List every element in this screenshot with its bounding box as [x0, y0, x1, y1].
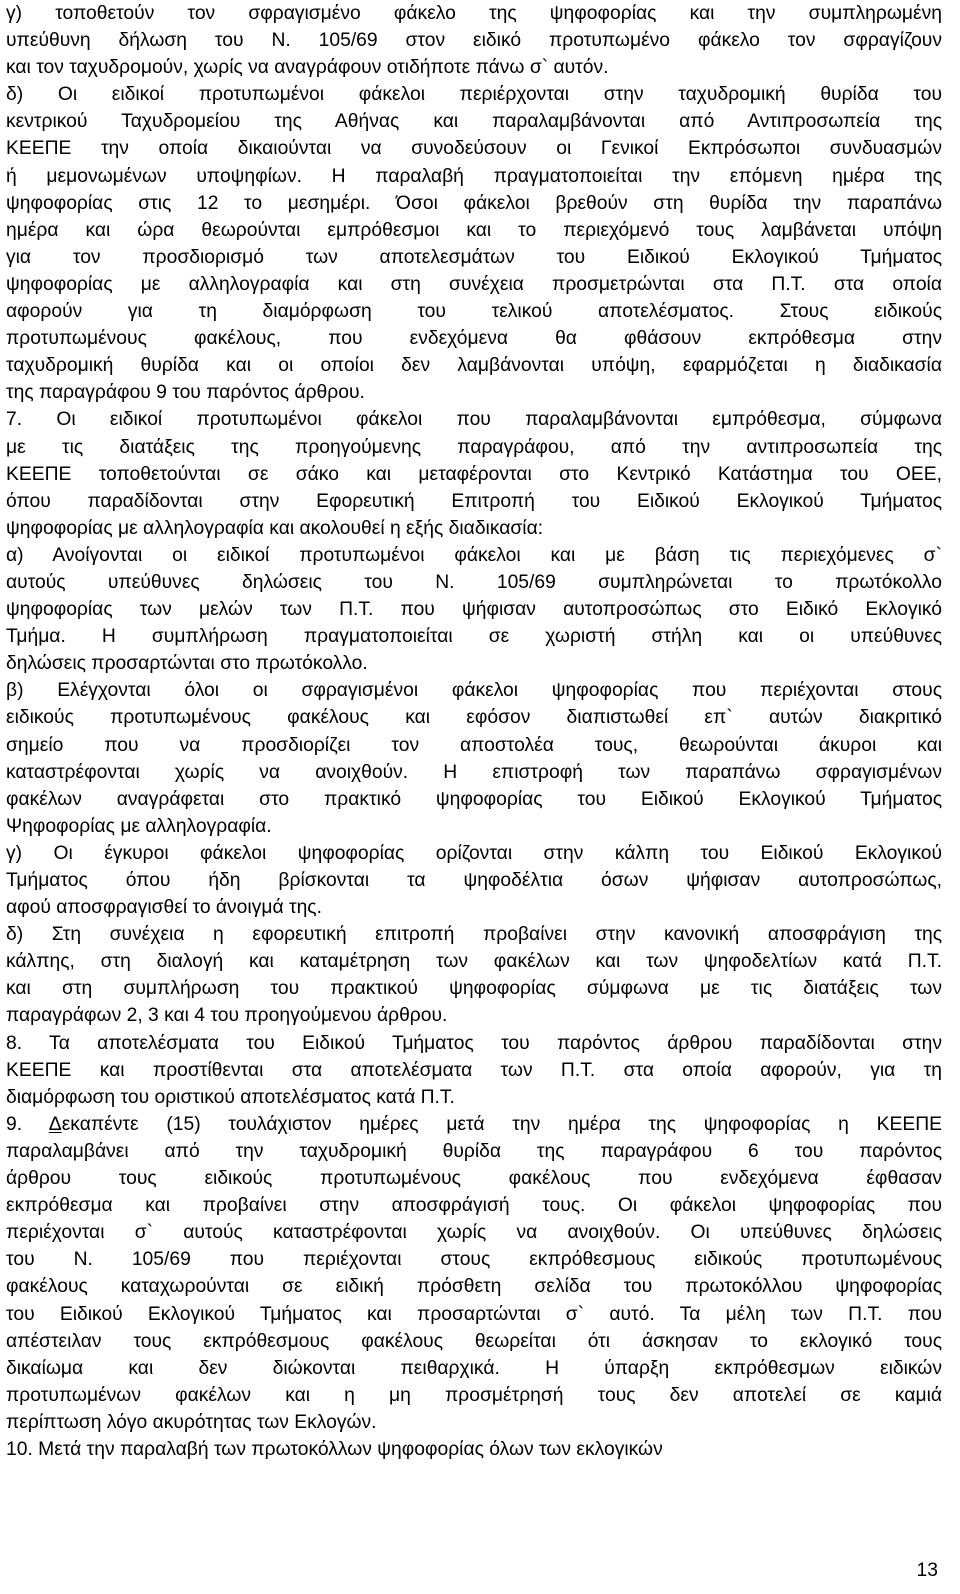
text-line: αφού αποσφραγισθεί το άνοιγμά της.	[6, 897, 322, 919]
text-line: γ) Οι έγκυροι φάκελοι ψηφοφορίας ορίζονται στην κάλπη του Ειδικού Εκλογικού	[6, 842, 942, 864]
text-line: ή μεμονωμένων υποψηφίων. Η παραλαβή πραγματοποιείται την επόμενη ημέρα της	[6, 165, 942, 187]
text-line: ψηφοφορίας με αλληλογραφία και στη συνέχεια προσμετρώνται στα Π.Τ. στα οποία	[6, 273, 942, 295]
text-line: άρθρου τους ειδικούς προτυπωμένους φακέλους που ενδεχόμενα έφθασαν	[6, 1168, 942, 1190]
page-number: 13	[916, 1560, 938, 1581]
text-line: προτυπωμένους φακέλους, που ενδεχόμενα θα φθάσουν εκπρόθεσμα στην	[6, 328, 942, 350]
text-line: Ψηφοφορίας με αλληλογραφία.	[6, 815, 272, 837]
text-line: ψηφοφορίας των μελών των Π.Τ. που ψήφισαν αυτοπροσώπως στο Ειδικό Εκλογικό	[6, 599, 942, 621]
text-line: 10. Μετά την παραλαβή των πρωτοκόλλων ψηφοφορίας όλων των εκλογικών	[6, 1438, 663, 1460]
text-line: κεντρικού Ταχυδρομείου της Αθήνας και παραλαμβάνονται από Αντιπροσωπεία της	[6, 111, 942, 133]
text-line: ταχυδρομική θυρίδα και οι οποίοι δεν λαμβάνονται υπόψη, εφαρμόζεται η διαδικασία	[6, 355, 942, 377]
text-line: γ) τοποθετούν τον σφραγισμένο φάκελο της ψηφοφορίας και την συμπληρωμένη	[6, 3, 942, 24]
text-line: αυτούς υπεύθυνες δηλώσεις του Ν. 105/69 συμπληρώνεται το πρωτόκολλο	[6, 571, 942, 593]
text-line: για τον προσδιορισμό των αποτελεσμάτων του Ειδικού Εκλογικού Τμήματος	[6, 246, 942, 268]
text-line: ειδικούς προτυπωμένους φακέλους και εφόσον διαπιστωθεί επ` αυτών διακριτικό	[6, 707, 942, 729]
text-line: κάλπης, στη διαλογή και καταμέτρηση των φακέλων και των ψηφοδελτίων κατά Π.Τ.	[6, 951, 942, 973]
text-line: δηλώσεις προσαρτώνται στο πρωτόκολλο.	[6, 653, 368, 675]
text-line: υπεύθυνη δήλωση του Ν. 105/69 στον ειδικό προτυπωμένο φάκελο τον σφραγίζουν	[6, 30, 942, 52]
text-line: Τμήμα. Η συμπλήρωση πραγματοποιείται σε χωριστή στήλη και οι υπεύθυνες	[6, 626, 942, 648]
underlined-letter: Δ	[48, 1113, 62, 1135]
text-line: φακέλους καταχωρούνται σε ειδική πρόσθετη σελίδα του πρωτοκόλλου ψηφοφορίας	[6, 1276, 942, 1298]
text-line: με τις διατάξεις της προηγούμενης παραγράφου, από την αντιπροσωπεία της	[6, 436, 942, 458]
text-line: δικαίωμα και δεν διώκονται πειθαρχικά. Η ύπαρξη εκπρόθεσμων ειδικών	[6, 1357, 942, 1379]
text-line: αφορούν για τη διαμόρφωση του τελικού αποτελέσματος. Στους ειδικούς	[6, 301, 942, 323]
text-line: ψηφοφορίας στις 12 το μεσημέρι. Όσοι φάκελοι βρεθούν στη θυρίδα την παραπάνω	[6, 192, 942, 214]
text-line: και τον ταχυδρομούν, χωρίς να αναγράφουν οτιδήποτε πάνω σ` αυτόν.	[6, 57, 609, 79]
text-line: εκπρόθεσμα και προβαίνει στην αποσφράγισή τους. Οι φάκελοι ψηφοφορίας που	[6, 1195, 942, 1217]
text-line: του Ν. 105/69 που περιέχονται στους εκπρόθεσμους ειδικούς προτυπωμένους	[6, 1249, 942, 1271]
text-line: παραλαμβάνει από την ταχυδρομική θυρίδα της παραγράφου 6 του παρόντος	[6, 1140, 942, 1162]
text-line: φακέλων αναγράφεται στο πρακτικό ψηφοφορίας του Ειδικού Εκλογικού Τμήματος	[6, 788, 942, 810]
text-line: ΚΕΕΠΕ τοποθετούνται σε σάκο και μεταφέρονται στο Κεντρικό Κατάστημα του ΟΕΕ,	[6, 463, 942, 485]
text-line: διαμόρφωση του οριστικού αποτελέσματος κατά Π.Τ.	[6, 1086, 455, 1108]
text-line: περίπτωση λόγο ακυρότητας των Εκλογών.	[6, 1411, 377, 1433]
text-line: 9. Δεκαπέντε (15) τουλάχιστον ημέρες μετά την ημέρα της ψηφοφορίας η ΚΕΕΠΕ	[6, 1113, 942, 1135]
text-line: περιέχονται σ` αυτούς καταστρέφονται χωρίς να ανοιχθούν. Οι υπεύθυνες δηλώσεις	[6, 1222, 942, 1244]
text-line: όπου παραδίδονται στην Εφορευτική Επιτροπή του Ειδικού Εκλογικού Τμήματος	[6, 490, 942, 512]
text-line: Τμήματος όπου ήδη βρίσκονται τα ψηφοδέλτια όσων ψήφισαν αυτοπροσώπως,	[6, 870, 942, 891]
text-line: της παραγράφου 9 του παρόντος άρθρου.	[6, 382, 365, 404]
text-line: ψηφοφορίας με αλληλογραφία και ακολουθεί η εξής διαδικασία:	[6, 517, 544, 539]
text-line: του Ειδικού Εκλογικού Τμήματος και προσαρτώνται σ` αυτό. Τα μέλη των Π.Τ. που	[6, 1303, 942, 1325]
text-line: ημέρα και ώρα θεωρούνται εμπρόθεσμοι και το περιεχόμενό τους λαμβάνεται υπόψη	[6, 219, 942, 241]
text-line: 8. Τα αποτελέσματα του Ειδικού Τμήματος του παρόντος άρθρου παραδίδονται στην	[6, 1032, 942, 1054]
text-line: παραγράφων 2, 3 και 4 του προηγούμενου άρθρου.	[6, 1005, 448, 1027]
text-line: και στη συμπλήρωση του πρακτικού ψηφοφορίας σύμφωνα με τις διατάξεις των	[6, 978, 942, 1000]
text-line: ΚΕΕΠΕ την οποία δικαιούνται να συνοδεύσουν οι Γενικοί Εκπρόσωποι συνδυασμών	[6, 138, 942, 160]
document-page	[6, 0, 942, 1463]
text-line: προτυπωμένων φακέλων και η μη προσμέτρησή τους δεν αποτελεί σε καμιά	[6, 1384, 942, 1406]
text-line: σημείο που να προσδιορίζει τον αποστολέα τους, θεωρούνται άκυροι και	[6, 734, 942, 756]
text-line: απέστειλαν τους εκπρόθεσμους φακέλους θεωρείται ότι άσκησαν το εκλογικό τους	[6, 1330, 942, 1352]
text-line: ΚΕΕΠΕ και προστίθενται στα αποτελέσματα των Π.Τ. στα οποία αφορούν, για τη	[6, 1059, 942, 1081]
text-line: 7. Οι ειδικοί προτυπωμένοι φάκελοι που παραλαμβάνονται εμπρόθεσμα, σύμφωνα	[6, 409, 942, 431]
text-line: δ) Οι ειδικοί προτυπωμένοι φάκελοι περιέρχονται στην ταχυδρομική θυρίδα του	[6, 84, 942, 106]
text-line: α) Ανοίγονται οι ειδικοί προτυπωμένοι φάκελοι και με βάση τις περιεχόμενες σ`	[6, 544, 942, 566]
text-line: β) Ελέγχονται όλοι οι σφραγισμένοι φάκελοι ψηφοφορίας που περιέχονται στους	[6, 680, 942, 702]
text-line: δ) Στη συνέχεια η εφορευτική επιτροπή προβαίνει στην κανονική αποσφράγιση της	[6, 924, 942, 946]
text-line: καταστρέφονται χωρίς να ανοιχθούν. Η επιστροφή των παραπάνω σφραγισμένων	[6, 761, 942, 783]
